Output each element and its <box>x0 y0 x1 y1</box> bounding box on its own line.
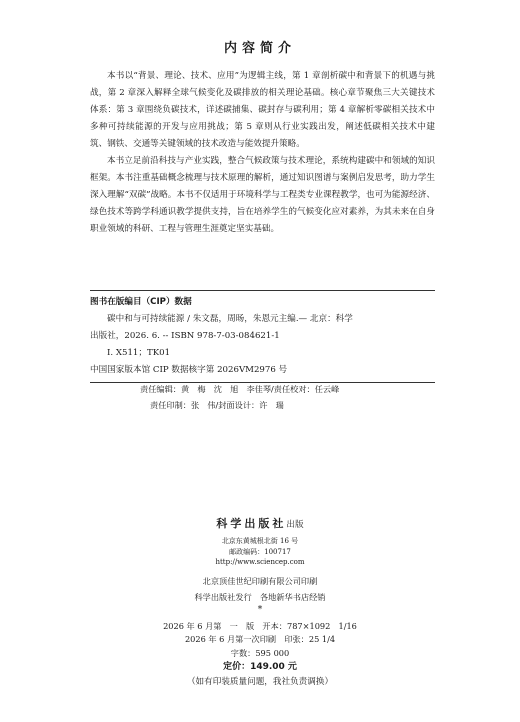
publisher-address: 北京东黄城根北街 16 号 <box>221 537 299 545</box>
price-line: 定价：149.00 元 <box>223 662 297 672</box>
cip-title: 图书在版编目（CIP）数据 <box>90 297 192 307</box>
publisher-suffix: 出版 <box>286 520 304 530</box>
cip-record-line-2: 出版社，2026. 6. -- ISBN 978-7-03-084621-1 <box>90 331 280 341</box>
imprint-block <box>0 515 520 690</box>
publisher-website: http://www.sciencep.com <box>215 558 305 566</box>
wordcount-line: 字数：595 000 <box>230 647 290 658</box>
publisher-postcode: 邮政编码：100717 <box>229 547 291 556</box>
cip-classification: Ⅰ. X511；TK01 <box>107 348 171 358</box>
printing-line: 2026 年 6 月第一次印刷 印张：25 1/4 <box>184 634 336 644</box>
separator-star: * <box>257 604 263 615</box>
page-title: 内容简介 <box>223 41 296 56</box>
publisher-name-text: 科学出版社 <box>216 517 287 530</box>
cip-block <box>90 290 435 383</box>
publisher-name <box>0 515 520 531</box>
editorial-credits <box>140 381 440 413</box>
edition-line: 2026 年 6 月第 一 版 开本：787×1092 1/16 <box>163 620 357 631</box>
editors-line-2: 责任印制：张 伟/封面设计：许 瑞 <box>150 400 284 410</box>
content-summary <box>90 68 435 238</box>
summary-paragraph-1: 本书以“背景、理论、技术、应用”为逻辑主线，第 1 章剖析碳中和背景下的机遇与挑战，第 2 章深入解释全球气候变化及碳排放的相关理论基础。核心章节聚焦三大关键技术体系：第 3 章围绕负碳技术，详述碳捕集、碳封存与碳利用；第 4 章解析零碳相关技术中多种可持续能源的开发与应用挑战；第 5 章则从行业实践出发，阐述低碳相关技术中建筑、钢铁、交通等关键领域的技术改造与能效提升策略。 <box>90 71 435 149</box>
summary-paragraph-2: 本书立足前沿科技与产业实践，整合气候政策与技术理论，系统构建碳中和领域的知识框架。本书注重基础概念梳理与技术原理的解析，通过知识图谱与案例启发思考，助力学生深入理解“双碳”战略。本书不仅适用于环境科学与工程类专业课程教学，也可为能源经济、绿色技术等跨学科通识教学提供支持，旨在培养学生的气候变化应对素养，为其未来在自身职业领域的科研、工程与管理生涯奠定坚实基础。 <box>90 156 435 234</box>
quality-notice: （如有印装质量问题，我社负责调换） <box>186 677 334 687</box>
cip-registration-number: 中国国家版本馆 CIP 数据核字第 2026VM2976 号 <box>90 362 435 383</box>
editors-line-1: 责任编辑：黄 梅 沈 旭 李佳琴/责任校对：任云峰 <box>140 384 340 394</box>
printer-line: 北京顶佳世纪印刷有限公司印刷 <box>202 575 318 586</box>
cip-record-line-1: 碳中和与可持续能源 / 朱文磊，周旸，朱恩元主编.— 北京：科学 <box>107 314 353 324</box>
distribution-line: 科学出版社发行 各地新华书店经销 <box>194 591 326 602</box>
